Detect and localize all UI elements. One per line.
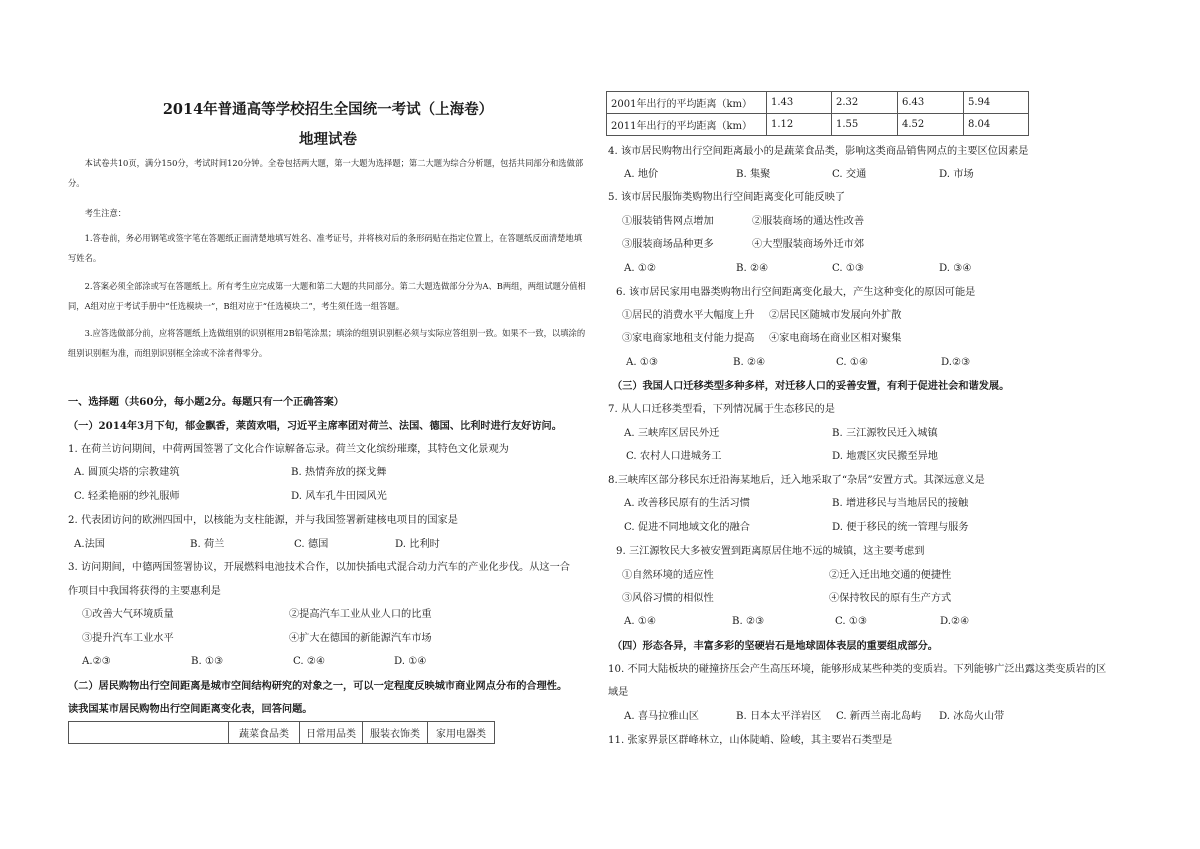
table-header-cell: 服装衣饰类 (363, 722, 428, 744)
table-cell: 4.52 (898, 114, 964, 136)
q8-option-c: C. 促进不同地域文化的融合 (624, 522, 750, 533)
question-4: 4. 该市居民购物出行空间距离最小的是蔬菜食品类，影响这类商品销售网点的主要区位因素是 (608, 146, 1029, 157)
q2-option-b: B. 荷兰 (190, 539, 225, 550)
q3-option-d: D. ①④ (394, 656, 427, 667)
question-11: 11. 张家界景区群峰林立，山体陡峭、险峻，其主要岩石类型是 (608, 735, 893, 746)
q5-option-a: A. ①② (624, 263, 657, 274)
q8-option-d: D. 便于移民的统一管理与服务 (832, 522, 969, 533)
table-cell: 1.55 (832, 114, 898, 136)
distance-table-header (68, 721, 495, 744)
table-header-cell: 日常用品类 (300, 722, 363, 744)
q9-option-b: B. ②③ (732, 616, 765, 627)
q7-option-d: D. 地震区灾民搬至异地 (832, 451, 938, 462)
q6-statement-1: ①居民的消费水平大幅度上升 (622, 310, 755, 321)
q6-option-c: C. ①④ (836, 357, 869, 368)
q6-option-b: B. ②④ (733, 357, 766, 368)
q3-option-a: A.②③ (82, 656, 111, 667)
question-10-line-2: 域是 (608, 687, 629, 698)
q1-option-c: C. 轻柔艳丽的纱礼服师 (74, 491, 180, 502)
group-2-intro-line-1: （二）居民购物出行空间距离是城市空间结构研究的对象之一，可以一定程度反映城市商业网点分布的合理性。 (68, 680, 568, 692)
question-10-line-1: 10. 不同大陆板块的碰撞挤压会产生高压环境，能够形成某些种类的变质岩。下列能够广泛出露这类变质岩的区 (608, 664, 1107, 675)
q4-option-b: B. 集聚 (736, 169, 771, 180)
q10-option-c: C. 新西兰南北岛屿 (836, 711, 922, 722)
distance-table-body (606, 91, 1029, 136)
q4-option-d: D. 市场 (939, 169, 974, 180)
question-3-line-1: 3. 访问期间，中德两国签署协议，开展燃料电池技术合作，以加快插电式混合动力汽车的产业化步伐。从这一合 (68, 562, 570, 573)
exam-title: 2014年普通高等学校招生全国统一考试（上海卷） (162, 101, 494, 118)
notice-title: 考生注意： (84, 208, 127, 218)
q2-option-a: A.法国 (74, 539, 105, 550)
question-2: 2. 代表团访问的欧洲四国中，以核能为支柱能源，并与我国签署新建核电项目的国家是 (68, 515, 458, 526)
table-cell: 8.04 (964, 114, 1029, 136)
group-1-intro: （一）2014年3月下旬，郁金飘香，莱茵欢唱，习近平主席率团对荷兰、法国、德国、比利时进行友好访问。 (68, 420, 562, 432)
q2-option-c: C. 德国 (294, 539, 329, 550)
table-cell: 5.94 (964, 92, 1029, 114)
q9-option-c: C. ①③ (835, 616, 868, 627)
q3-statement-4: ④扩大在德国的新能源汽车市场 (289, 633, 432, 644)
q10-option-d: D. 冰岛火山带 (939, 711, 1005, 722)
section-heading: 一、选择题（共60分，每小题2分。每题只有一个正确答案） (68, 396, 344, 408)
table-header-cell: 家用电器类 (428, 722, 495, 744)
question-8: 8.三峡库区部分移民东迁沿海某地后，迁入地采取了“杂居”安置方式。其深远意义是 (608, 475, 985, 486)
q1-option-a: A. 圆顶尖塔的宗教建筑 (74, 467, 180, 478)
table-row-label: 2011年出行的平均距离（km） (607, 114, 767, 136)
table-cell: 1.12 (767, 114, 832, 136)
q5-statement-3: ③服装商场品种更多 (622, 239, 714, 250)
q9-statement-4: ④保持牧民的原有生产方式 (829, 593, 952, 604)
q2-option-d: D. 比利时 (395, 539, 440, 550)
q3-option-b: B. ①③ (191, 656, 224, 667)
q9-statement-1: ①自然环境的适应性 (622, 570, 714, 581)
table-cell: 6.43 (898, 92, 964, 114)
question-5: 5. 该市居民服饰类购物出行空间距离变化可能反映了 (608, 192, 846, 203)
q5-option-b: B. ②④ (736, 263, 769, 274)
q6-statement-4: ④家电商场在商业区相对聚集 (769, 333, 902, 344)
notice-item-2: 2.答案必须全部涂或写在答题纸上。所有考生应完成第一大题和第二大题的共同部分。第二大题选做部分分为A、B两组，两组试题分值相同，A组对应于考试手册中“任选模块一”，B组对应于“任选模块二”，考生须任选一组答题。 (68, 281, 586, 311)
table-header-cell: 蔬菜食品类 (229, 722, 300, 744)
q9-statement-2: ②迁入迁出地交通的便捷性 (829, 570, 952, 581)
q5-statement-1: ①服装销售网点增加 (622, 216, 714, 227)
table-header-row (69, 722, 495, 744)
group-4-intro: （四）形态各异，丰富多彩的坚硬岩石是地球固体表层的重要组成部分。 (612, 640, 938, 652)
q7-option-c: C. 农村人口进城务工 (626, 451, 722, 462)
table-row (607, 114, 1029, 136)
q10-option-a: A. 喜马拉雅山区 (624, 711, 699, 722)
q8-option-a: A. 改善移民原有的生活习惯 (624, 498, 750, 509)
q9-option-d: D.②④ (940, 616, 970, 627)
question-1: 1. 在荷兰访问期间，中荷两国签署了文化合作谅解备忘录。荷兰文化缤纷璀璨，其特色文化景观为 (68, 444, 509, 455)
q5-option-c: C. ①③ (832, 263, 865, 274)
q8-option-b: B. 增进移民与当地居民的接触 (832, 498, 969, 509)
q9-option-a: A. ①④ (624, 616, 657, 627)
q3-statement-1: ①改善大气环境质量 (82, 609, 174, 620)
table-cell: 2.32 (832, 92, 898, 114)
question-3-line-2: 作项目中我国将获得的主要惠利是 (68, 586, 221, 597)
q6-statement-2: ②居民区随城市发展向外扩散 (769, 310, 902, 321)
q6-option-d: D.②③ (941, 357, 971, 368)
table-row (607, 92, 1029, 114)
table-row-label: 2001年出行的平均距离（km） (607, 92, 767, 114)
q3-statement-2: ②提高汽车工业从业人口的比重 (289, 609, 432, 620)
q4-option-c: C. 交通 (832, 169, 867, 180)
q6-statement-3: ③家电商家地租支付能力提高 (622, 333, 755, 344)
question-6: 6. 该市居民家用电器类购物出行空间距离变化最大，产生这种变化的原因可能是 (616, 287, 976, 298)
q7-option-a: A. 三峡库区居民外迁 (624, 428, 720, 439)
table-header-cell (69, 722, 229, 744)
q3-statement-3: ③提升汽车工业水平 (82, 633, 174, 644)
q7-option-b: B. 三江源牧民迁入城镇 (832, 428, 938, 439)
table-cell: 1.43 (767, 92, 832, 114)
question-7: 7. 从人口迁移类型看，下列情况属于生态移民的是 (608, 404, 835, 415)
group-3-intro: （三）我国人口迁移类型多种多样，对迁移人口的妥善安置，有利于促进社会和谐发展。 (612, 380, 1010, 392)
q5-statement-2: ②服装商场的通达性改善 (752, 216, 865, 227)
exam-subtitle: 地理试卷 (299, 131, 357, 148)
question-9: 9. 三江源牧民大多被安置到距离原居住地不远的城镇，这主要考虑到 (616, 546, 925, 557)
q9-statement-3: ③风俗习惯的相似性 (622, 593, 714, 604)
notice-item-3: 3.应答选做部分前，应将答题纸上选做组别的识别框用2B铅笔涂黑；填涂的组别识别框必须与实际应答组别一致。如果不一致，以填涂的组别识别框为准，而组别识别框全涂或不涂者得零分。 (68, 328, 586, 358)
q1-option-b: B. 热情奔放的探戈舞 (291, 467, 387, 478)
q1-option-d: D. 风车孔牛田园风光 (291, 491, 387, 502)
q5-statement-4: ④大型服装商场外迁市郊 (752, 239, 865, 250)
group-2-intro-line-2: 读我国某市居民购物出行空间距离变化表，回答问题。 (68, 703, 313, 715)
q10-option-b: B. 日本太平洋岩区 (736, 711, 822, 722)
q4-option-a: A. 地价 (624, 169, 659, 180)
notice-item-1: 1.答卷前，务必用钢笔或签字笔在答题纸正面清楚地填写姓名、准考证号，并将核对后的条形码贴在指定位置上，在答题纸反面清楚地填写姓名。 (68, 233, 583, 263)
intro-paragraph: 本试卷共10页，满分150分，考试时间120分钟。全卷包括两大题，第一大题为选择题；第二大题为综合分析题，包括共同部分和选做部分。 (68, 158, 584, 188)
q6-option-a: A. ①③ (626, 357, 659, 368)
q3-option-c: C. ②④ (293, 656, 326, 667)
q5-option-d: D. ③④ (939, 263, 972, 274)
